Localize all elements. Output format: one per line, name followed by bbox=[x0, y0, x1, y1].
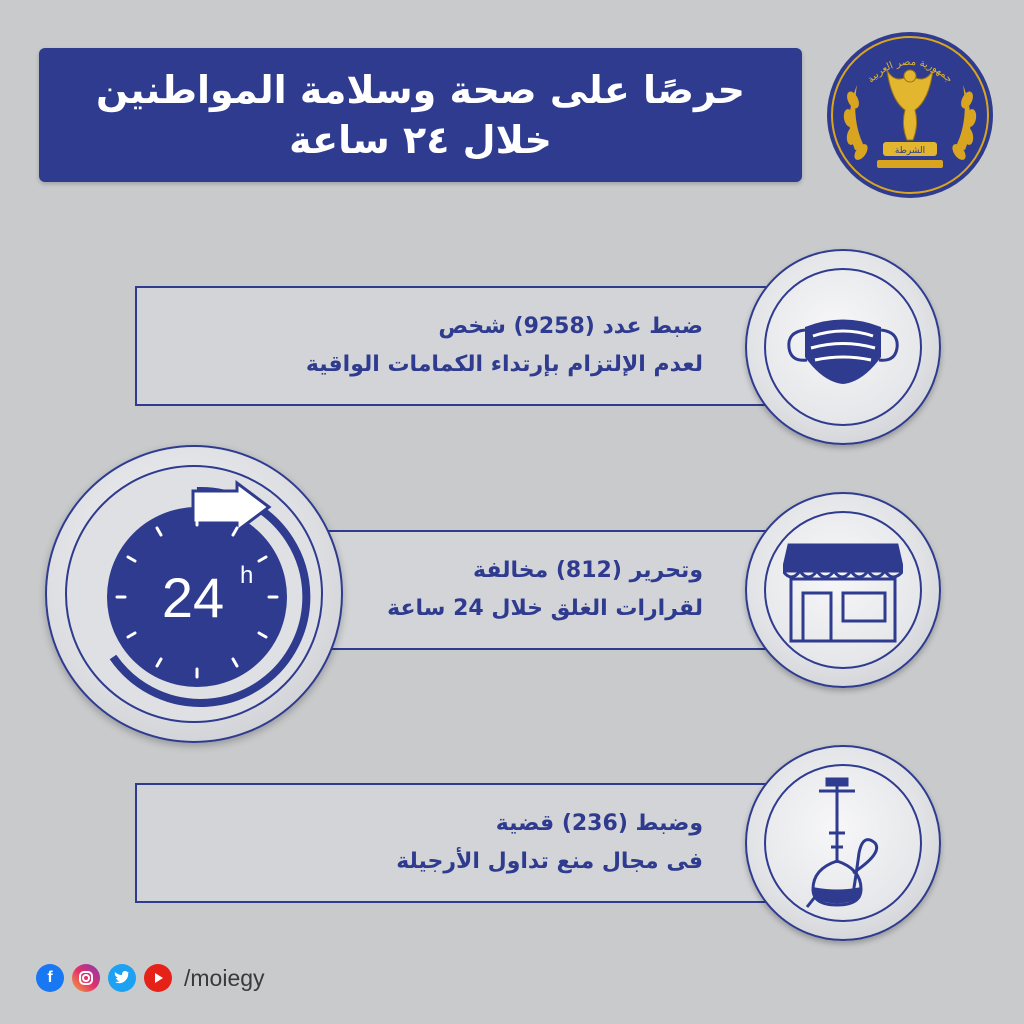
info-card-line-1: وتحرير (812) مخالفة bbox=[473, 558, 703, 583]
info-card-masks bbox=[135, 286, 795, 406]
shop-icon-disc bbox=[745, 492, 941, 688]
info-card-line-2: لعدم الإلتزام بإرتداء الكمامات الواقية bbox=[305, 352, 703, 377]
youtube-icon[interactable] bbox=[144, 964, 172, 992]
hookah-icon bbox=[793, 773, 893, 913]
info-card-hookah bbox=[135, 783, 795, 903]
header-title-line-2: خلال ٢٤ ساعة bbox=[289, 118, 552, 162]
hookah-icon-disc bbox=[745, 745, 941, 941]
header-title-line-1: حرصًا على صحة وسلامة المواطنين bbox=[95, 68, 746, 112]
twitter-icon[interactable] bbox=[108, 964, 136, 992]
instagram-icon[interactable] bbox=[72, 964, 100, 992]
info-card-line-1: وضبط (236) قضية bbox=[495, 811, 703, 836]
police-emblem-logo bbox=[825, 30, 995, 200]
clock-badge bbox=[45, 445, 343, 743]
social-handle[interactable]: /moiegy bbox=[184, 964, 265, 991]
storefront-icon bbox=[783, 535, 903, 645]
facebook-icon[interactable]: f bbox=[36, 964, 64, 992]
social-footer bbox=[36, 960, 265, 996]
emblem-arc-text: جمهورية مصر العربية bbox=[865, 56, 955, 86]
face-mask-icon bbox=[783, 302, 903, 392]
info-card-line-2: لقرارات الغلق خلال 24 ساعة bbox=[387, 596, 703, 621]
clock-unit: h bbox=[240, 562, 254, 589]
info-card-line-1: ضبط عدد (9258) شخص bbox=[438, 314, 703, 339]
mask-icon-disc bbox=[745, 249, 941, 445]
clock-number: 24 bbox=[161, 566, 225, 629]
info-card-line-2: فى مجال منع تداول الأرجيلة bbox=[396, 849, 703, 874]
header-banner bbox=[39, 48, 802, 182]
emblem-banner-text: الشرطة bbox=[894, 146, 926, 156]
